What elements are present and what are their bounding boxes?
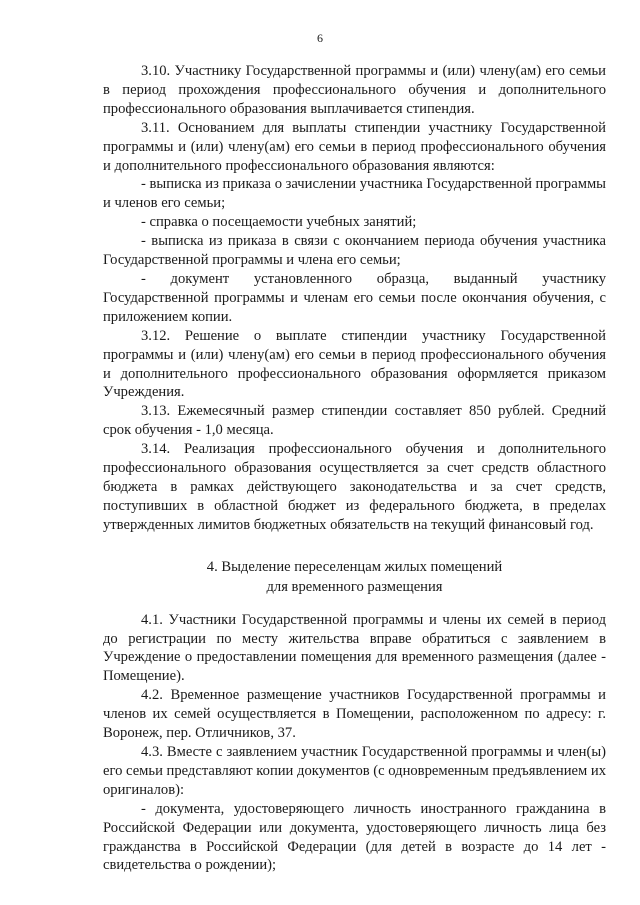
paragraph-3-11: 3.11. Основанием для выплаты стипендии участнику Государственной программы и (или) члену(ам) его семьи в период профессионального обучения и дополнительного профессионального образования являются: — [103, 119, 606, 174]
document-body — [103, 62, 606, 875]
list-item: - документ установленного образца, выданный участнику Государственной программы и членам его семьи после окончания обучения, с приложением копии. — [103, 270, 606, 325]
list-item: - выписка из приказа в связи с окончанием периода обучения участника Государственной программы и члена его семьи; — [103, 233, 606, 269]
section-heading-line1: 4. Выделение переселенцам жилых помещений — [206, 558, 503, 575]
paragraph-3-13: 3.13. Ежемесячный размер стипендии составляет 850 рублей. Средний срок обучения - 1,0 месяца. — [103, 403, 606, 439]
paragraph-4-1: 4.1. Участники Государственной программы и члены их семей в период до регистрации по месту жительства вправе обратиться с заявлением в Учреждение о предоставлении помещения для временного размещения (далее - Помещение). — [103, 611, 606, 685]
section-heading-line2: для временного размещения — [266, 578, 443, 595]
paragraph-4-3: 4.3. Вместе с заявлением участник Государственной программы и член(ы) его семьи представляют копии документов (с одновременным предъявлением их оригиналов): — [103, 744, 606, 798]
paragraph-3-10: 3.10. Участнику Государственной программы и (или) члену(ам) его семьи в период прохождения профессионального обучения и дополнительного профессионального образования выплачивается стипендия. — [103, 63, 606, 117]
paragraph-3-14: 3.14. Реализация профессионального обучения и дополнительного профессионального образования осуществляется за счет средств областного бюджета в рамках действующего законодательства и за счет средств, поступивших в областной бюджет из федерального бюджета, в пределах утвержденных лимитов бюджетных обязательств на текущий финансовый год. — [103, 441, 606, 533]
page-number: 6 — [317, 31, 323, 45]
list-item: - выписка из приказа о зачислении участника Государственной программы и членов его семьи; — [103, 176, 606, 212]
paragraph-3-12: 3.12. Решение о выплате стипендии участнику Государственной программы и (или) члену(ам) его семьи в период профессионального обучения и дополнительного профессионального образования оформляется приказом Учреждения. — [103, 327, 606, 401]
section-heading — [103, 557, 606, 597]
list-item: - документа, удостоверяющего личность иностранного гражданина в Российской Федерации или документа, удостоверяющего личность лица без гражданства в Российской Федерации (для детей в возрасте до 14 лет - свидетельства о рождении); — [103, 800, 606, 874]
list-item: - справка о посещаемости учебных занятий; — [141, 214, 417, 231]
paragraph-4-2: 4.2. Временное размещение участников Государственной программы и членов их семей осуществляется в Помещении, расположенном по адресу: г. Воронеж, пер. Отличников, 37. — [103, 687, 606, 742]
